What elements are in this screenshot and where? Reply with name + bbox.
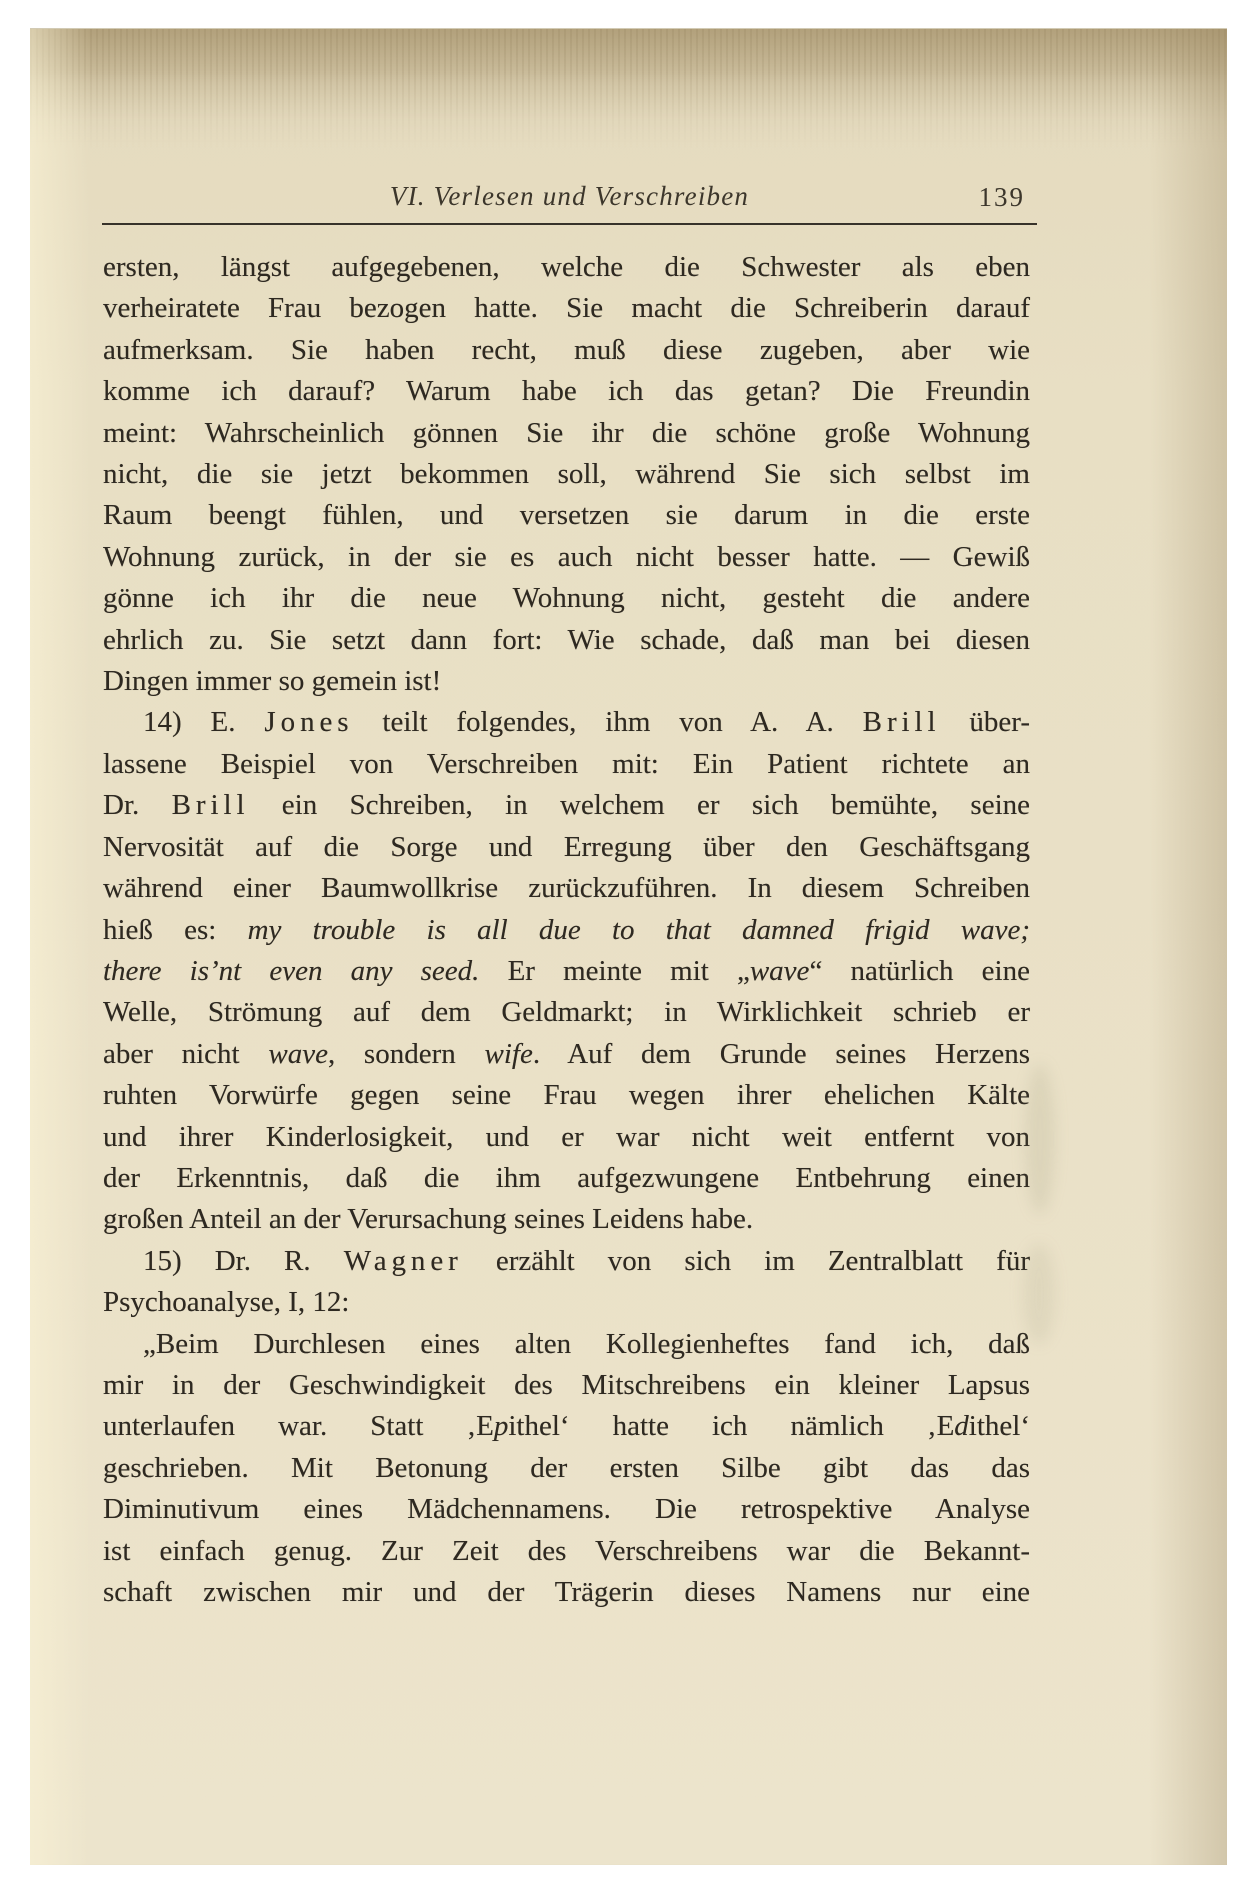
paper-stain [1025, 1064, 1055, 1214]
text-run: und ihrer Kinderlosigkeit, und er war nicht weit entfernt von [103, 1120, 1030, 1153]
text-line [103, 371, 1030, 412]
text-run: 14) E. [143, 706, 265, 739]
text-line [103, 910, 1030, 951]
text-line [103, 1406, 1030, 1447]
text-run: aufmerksam. Sie haben recht, muß diese zugeben, aber wie [103, 333, 1030, 366]
text-run: wave [749, 954, 810, 987]
text-run: Wagner [343, 1244, 463, 1277]
text-run: ehrlich zu. Sie setzt dann fort: Wie schade, daß man bei diesen [103, 623, 1030, 656]
text-run: ersten, längst aufgegebenen, welche die Schwester als eben [103, 251, 1030, 283]
text-line [103, 1075, 1030, 1116]
text-run: Raum beengt fühlen, und versetzen sie darum in die erste [103, 499, 1030, 532]
text-line [103, 578, 1030, 619]
text-run: d [954, 1410, 969, 1443]
text-line [103, 1531, 1030, 1572]
text-run: erzählt von sich im Zentralblatt für [462, 1244, 1030, 1277]
text-line [103, 1199, 1030, 1240]
book-page [30, 28, 1227, 1865]
text-run: Psychoanalyse, I, 12: [103, 1286, 350, 1319]
text-line [103, 827, 1030, 868]
text-run: gönne ich ihr die neue Wohnung nicht, gesteht die andere [103, 582, 1030, 615]
text-run: teilt folgendes, ihm von A. A. [353, 706, 863, 739]
paper-stain [1023, 1244, 1055, 1344]
text-run: Dingen immer so gemein ist! [103, 665, 442, 698]
text-run: ist einfach genug. Zur Zeit des Verschreibens war die Bekannt- [103, 1534, 1030, 1567]
text-run: Nervosität auf die Sorge und Erregung über den Geschäftsgang [103, 830, 1030, 863]
header-rule [102, 223, 1037, 225]
page-top-shadow [30, 29, 1227, 149]
text-run: über- [940, 706, 1030, 739]
text-run: Wohnung zurück, in der sie es auch nicht besser hatte. — Gewiß [103, 540, 1030, 573]
text-run: “ natürlich eine [809, 954, 1030, 987]
text-line [103, 288, 1030, 329]
page-right-shadow [1149, 29, 1227, 1865]
text-run: p [493, 1410, 509, 1443]
text-run: Welle, Strömung auf dem Geldmarkt; in Wirklichkeit schrieb er [103, 996, 1030, 1029]
text-run: wave [268, 1037, 328, 1070]
text-line [103, 1158, 1030, 1199]
text-run: aber nicht [103, 1037, 269, 1070]
text-run: komme ich darauf? Warum habe ich das getan? Die Freundin [103, 375, 1030, 408]
text-line [103, 1572, 1030, 1613]
text-run: , sondern [327, 1037, 485, 1070]
text-line [103, 1489, 1030, 1530]
text-run: geschrieben. Mit Betonung der ersten Silbe gibt das das [103, 1451, 1030, 1484]
text-run: unterlaufen war. Statt ‚E [103, 1410, 494, 1443]
text-run: my trouble is all due to that damned frigid wave; [247, 913, 1030, 946]
text-run: der Erkenntnis, daß die ihm aufgezwungene Entbehrung einen [103, 1161, 1030, 1194]
text-line [103, 661, 1030, 702]
text-run: ithel‘ [968, 1410, 1030, 1443]
text-line [103, 620, 1030, 661]
text-line [103, 454, 1030, 495]
text-run: ithel‘ hatte ich nämlich ‚E [508, 1410, 955, 1443]
text-line [103, 1448, 1030, 1489]
page-number: 139 [978, 182, 1025, 212]
text-line [103, 537, 1030, 578]
text-line [103, 330, 1030, 371]
text-run: . Auf dem Grunde seines Herzens [532, 1037, 1030, 1070]
text-line [103, 1282, 1030, 1323]
text-run: schaft zwischen mir und der Trägerin dieses Namens nur eine [103, 1576, 1030, 1608]
text-line [103, 495, 1030, 536]
text-run: Brill [862, 706, 941, 739]
text-line [103, 1324, 1030, 1365]
text-run: ruhten Vorwürfe gegen seine Frau wegen ihrer ehelichen Kälte [103, 1079, 1030, 1112]
text-line [103, 1241, 1030, 1282]
text-line [103, 992, 1030, 1033]
text-run: verheiratete Frau bezogen hatte. Sie macht die Schreiberin darauf [103, 292, 1030, 325]
text-run: Er meinte mit „ [479, 954, 750, 987]
chapter-header-title: VI. Verlesen und Verschreiben [389, 181, 750, 211]
text-run: 15) Dr. R. [143, 1244, 344, 1277]
text-line [103, 1365, 1030, 1406]
page-left-highlight [30, 29, 90, 1865]
body-text [103, 247, 1030, 1613]
text-run: Dr. [103, 789, 172, 822]
text-run: während einer Baumwollkrise zurückzuführen. In diesem Schreiben [103, 872, 1030, 905]
text-line [103, 702, 1030, 743]
text-run: lassene Beispiel von Verschreiben mit: Ein Patient richtete an [103, 747, 1030, 780]
text-run: hieß es: [103, 913, 248, 946]
text-run: there is’nt even any seed. [103, 954, 480, 987]
text-line [103, 1117, 1030, 1158]
text-line [103, 951, 1030, 992]
text-run: Brill [171, 789, 250, 822]
text-run: ein Schreiben, in welchem er sich bemühte, seine [249, 789, 1031, 822]
text-line [103, 744, 1030, 785]
text-run: „Beim Durchlesen eines alten Kollegienheftes fand ich, daß [143, 1327, 1030, 1360]
running-head [102, 179, 1037, 219]
text-line [103, 1034, 1030, 1075]
text-run: nicht, die sie jetzt bekommen soll, während Sie sich selbst im [103, 458, 1030, 491]
text-run: Diminutivum eines Mädchennamens. Die retrospektive Analyse [103, 1493, 1030, 1526]
text-run: Jones [264, 706, 354, 739]
text-line [103, 413, 1030, 454]
text-run: mir in der Geschwindigkeit des Mitschreibens ein kleiner Lapsus [103, 1368, 1030, 1401]
text-line [103, 247, 1030, 288]
text-run: großen Anteil an der Verursachung seines Leidens habe. [103, 1203, 754, 1236]
text-line [103, 785, 1030, 826]
text-run: wife [484, 1037, 533, 1070]
text-run: meint: Wahrscheinlich gönnen Sie ihr die schöne große Wohnung [103, 416, 1030, 449]
text-line [103, 868, 1030, 909]
